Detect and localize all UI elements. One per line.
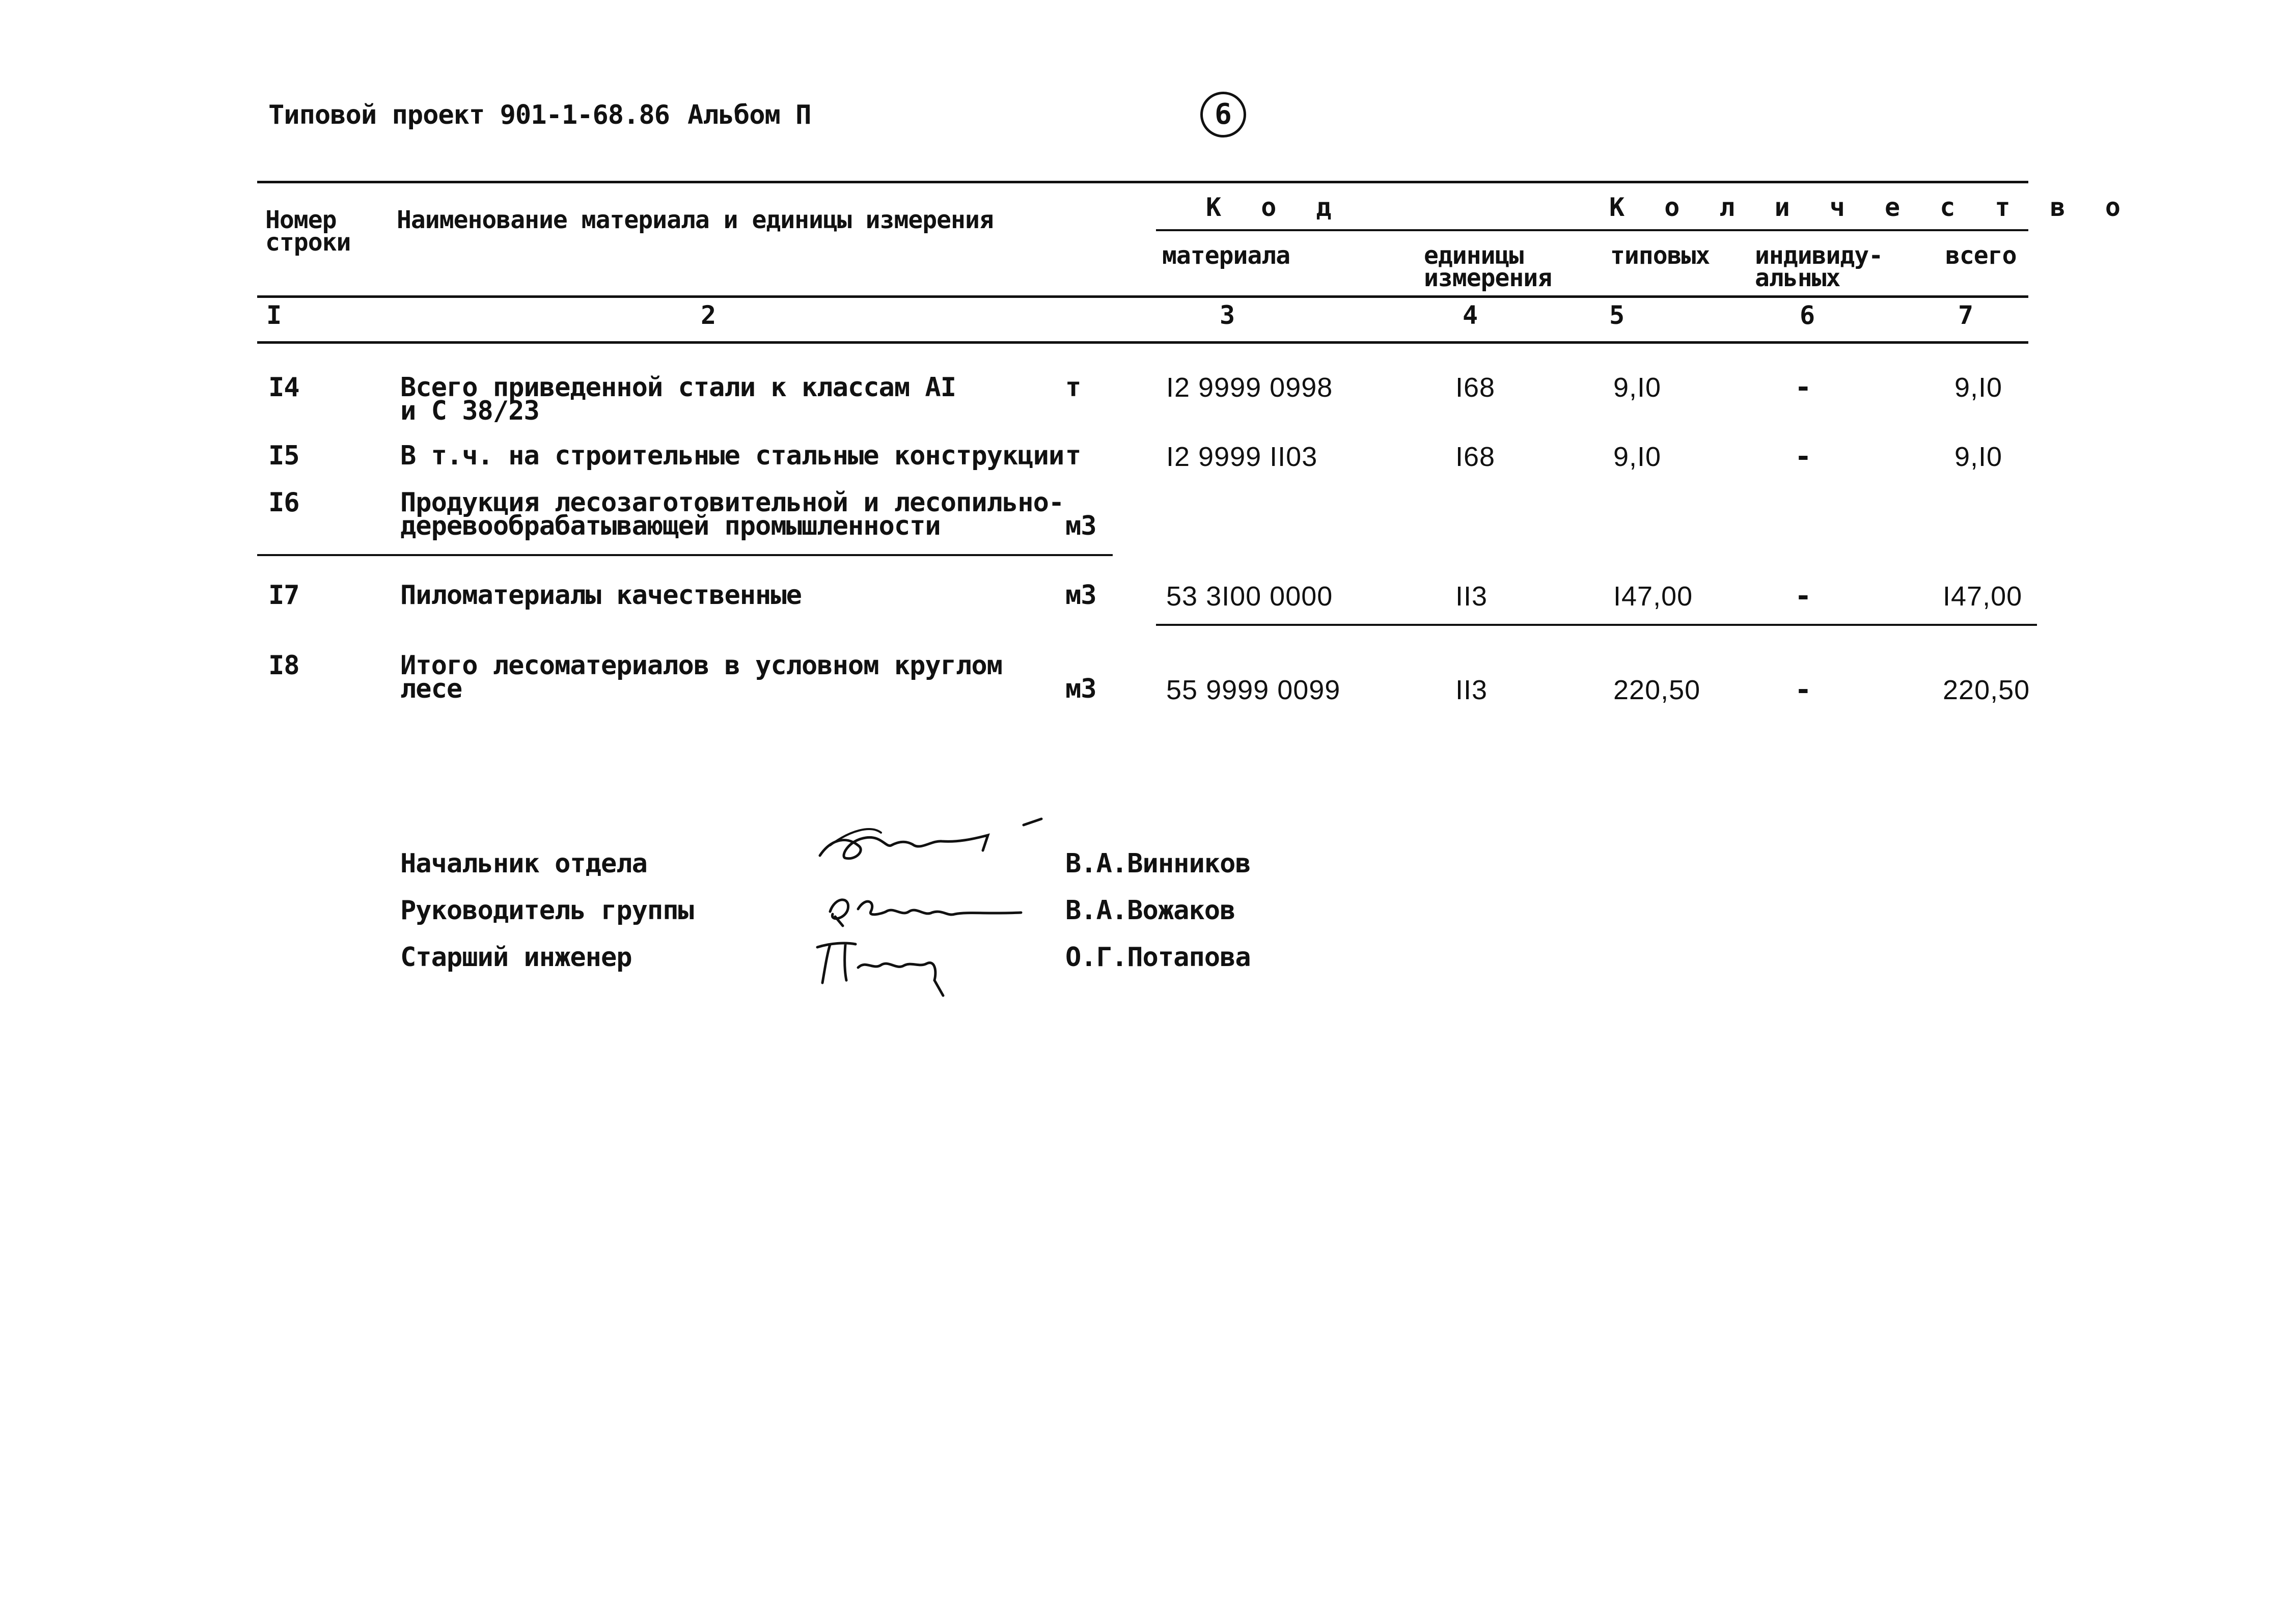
- row-qty-total: 9,I0: [1954, 442, 2003, 472]
- column-number-6: 6: [1800, 300, 1815, 330]
- header-qty-individual: индивиду- альных: [1755, 241, 1883, 292]
- handwritten-signature-1: [810, 810, 1054, 871]
- row-qty-typical: 9,I0: [1613, 372, 1662, 403]
- column-number-4: 4: [1463, 300, 1478, 330]
- row-separator-right: [1156, 624, 2037, 626]
- signature-name: В.А.Вожаков: [1065, 895, 1235, 926]
- row-qty-individual: -: [1795, 440, 1812, 473]
- row-qty-total: 220,50: [1943, 675, 2030, 705]
- row-unit: т: [1065, 372, 1081, 403]
- row-code-unit: I68: [1455, 442, 1496, 472]
- row-unit: м3: [1065, 674, 1096, 704]
- header-qty-total: всего: [1945, 241, 2017, 270]
- handwritten-signature-3: [810, 932, 962, 998]
- row-unit: т: [1065, 441, 1081, 471]
- row-separator-left: [257, 554, 1113, 556]
- row-code-material: I2 9999 II03: [1166, 442, 1318, 472]
- album-label: Альбом П: [687, 100, 811, 130]
- row-qty-total: 9,I0: [1954, 372, 2003, 403]
- header-row-number: Номер строки: [265, 206, 351, 257]
- row-qty-individual: -: [1795, 580, 1812, 613]
- row-unit: м3: [1065, 511, 1096, 541]
- row-qty-typical: I47,00: [1613, 581, 1693, 612]
- column-number-2: 2: [701, 300, 717, 330]
- signature-role: Начальник отдела: [400, 848, 647, 879]
- colnum-bottom-rule: [257, 341, 2028, 344]
- row-code-unit: II3: [1455, 675, 1488, 705]
- header-code-unit: единицы измерения: [1424, 241, 1552, 292]
- header-qty-typical: типовых: [1610, 241, 1710, 270]
- row-code-material: 53 3I00 0000: [1166, 581, 1333, 612]
- signature-role: Старший инженер: [400, 942, 632, 973]
- row-code-material: 55 9999 0099: [1166, 675, 1341, 705]
- row-qty-individual: -: [1795, 371, 1812, 404]
- row-number: I6: [268, 487, 299, 518]
- signature-role: Руководитель группы: [400, 895, 694, 926]
- row-number: I8: [268, 650, 299, 681]
- column-number-5: 5: [1609, 300, 1625, 330]
- signature-name: В.А.Винников: [1065, 848, 1251, 879]
- header-bottom-rule: [257, 295, 2028, 298]
- signature-name: О.Г.Потапова: [1065, 942, 1251, 973]
- row-code-unit: I68: [1455, 372, 1496, 403]
- project-title: Типовой проект 901-1-68.86: [268, 100, 670, 130]
- column-number-3: 3: [1220, 300, 1235, 330]
- row-code-material: I2 9999 0998: [1166, 372, 1333, 403]
- row-material-name: Всего приведенной стали к классам АI и С 38/23: [400, 372, 956, 426]
- header-quantity-group: К о л и ч е с т в о: [1609, 192, 2133, 222]
- row-number: I4: [268, 372, 299, 403]
- subheader-rule: [1156, 229, 2028, 231]
- column-number-1: I: [266, 300, 282, 330]
- header-code-material: материала: [1162, 241, 1290, 270]
- row-material-name: Пиломатериалы качественные: [400, 580, 802, 611]
- row-unit: м3: [1065, 580, 1096, 611]
- page-number: 6: [1200, 92, 1246, 137]
- row-code-unit: II3: [1455, 581, 1488, 612]
- header-code-group: К о д: [1206, 192, 1344, 222]
- handwritten-signature-2: [820, 886, 1034, 932]
- row-number: I5: [268, 441, 299, 471]
- row-qty-total: I47,00: [1943, 581, 2023, 612]
- row-material-name: Продукция лесозаготовительной и лесопильно- деревообрабатывающей промышленности: [400, 487, 1064, 541]
- column-number-7: 7: [1958, 300, 1974, 330]
- row-material-name: Итого лесоматериалов в условном круглом лесе: [400, 650, 1002, 704]
- row-material-name: В т.ч. на строительные стальные конструкции: [400, 441, 1064, 471]
- row-qty-individual: -: [1795, 673, 1812, 706]
- table-top-rule: [257, 181, 2028, 183]
- row-number: I7: [268, 580, 299, 611]
- row-qty-typical: 9,I0: [1613, 442, 1662, 472]
- row-qty-typical: 220,50: [1613, 675, 1701, 705]
- header-material-name: Наименование материала и единицы измерения: [397, 206, 994, 234]
